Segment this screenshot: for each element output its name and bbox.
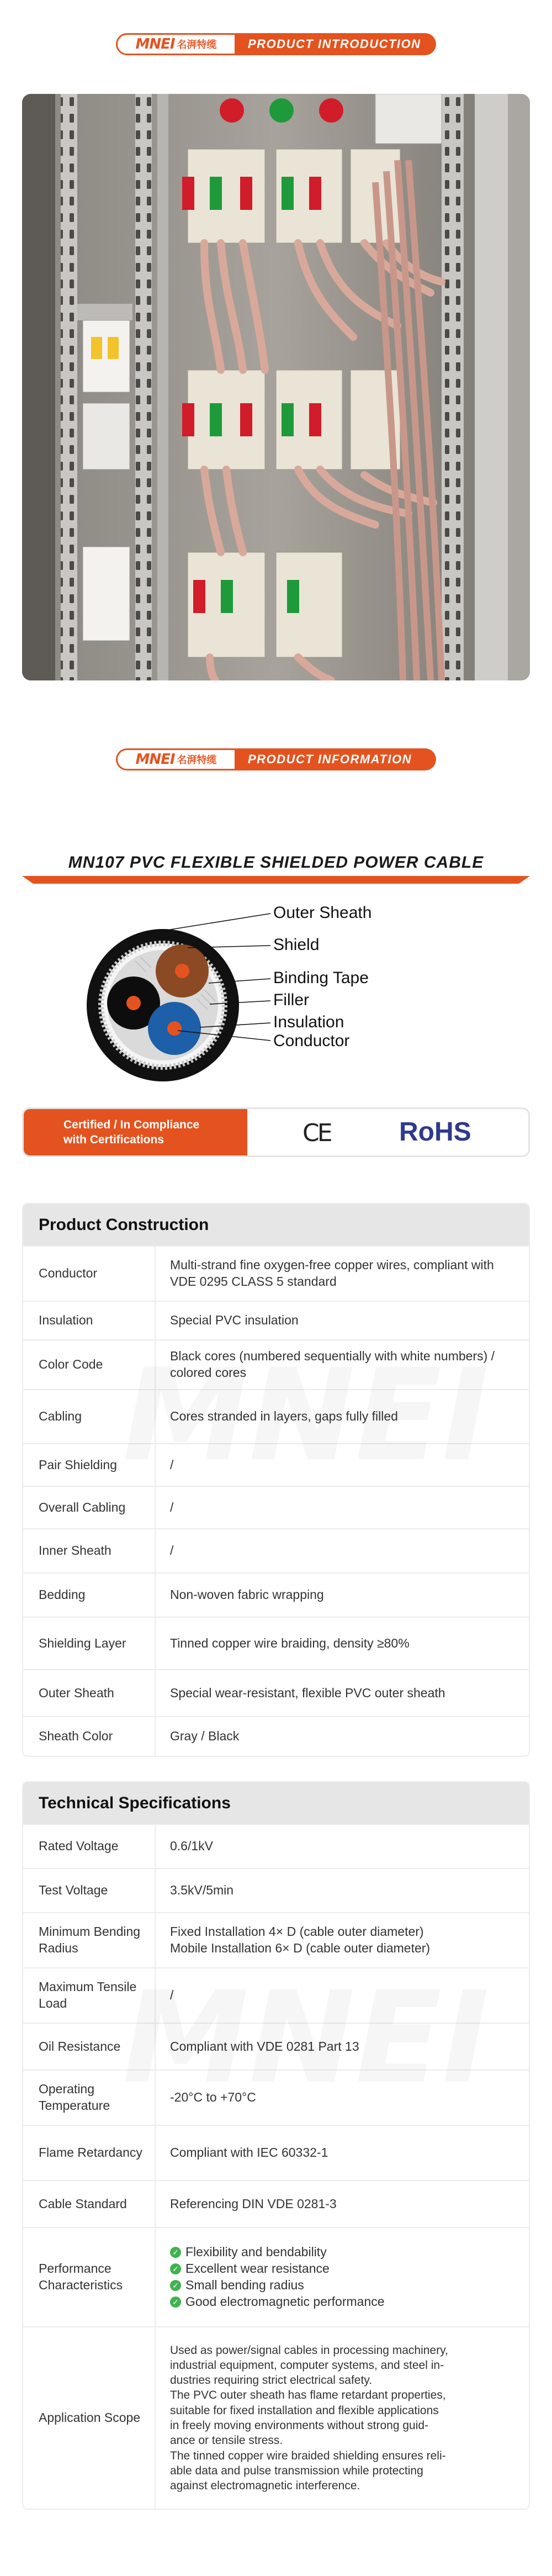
row-key-line1: Operating bbox=[39, 2082, 95, 2097]
list-item: ✓ Good electromagnetic performance bbox=[170, 2294, 385, 2310]
row-value: / bbox=[170, 1457, 174, 1472]
row-value bbox=[156, 1913, 529, 1967]
construction-title: Product Construction bbox=[23, 1204, 529, 1245]
certification-bar bbox=[22, 1107, 530, 1157]
table-row bbox=[23, 1528, 529, 1572]
list-item: ✓ Small bending radius bbox=[170, 2277, 385, 2294]
certification-label-line1: Certified / In Compliance bbox=[63, 1118, 200, 1131]
label-conductor: Conductor bbox=[273, 1032, 350, 1050]
row-key: Pair Shielding bbox=[23, 1444, 156, 1486]
scope-line: industrial equipment, computer systems, and steel in- bbox=[170, 2358, 444, 2372]
row-key: Shielding Layer bbox=[23, 1618, 156, 1669]
check-icon: ✓ bbox=[170, 2297, 181, 2308]
row-key bbox=[23, 2071, 156, 2125]
rohs-mark: RoHS bbox=[399, 1117, 471, 1147]
logo-mark: MNEI bbox=[135, 751, 175, 768]
row-key bbox=[23, 1913, 156, 1967]
table-row bbox=[23, 1716, 529, 1756]
row-value: / bbox=[170, 1500, 174, 1514]
check-icon: ✓ bbox=[170, 2280, 181, 2291]
section-title: PRODUCT INFORMATION bbox=[235, 748, 436, 770]
brand-logo bbox=[116, 748, 235, 770]
specs-table bbox=[22, 1781, 530, 2510]
table-row bbox=[23, 1868, 529, 1912]
table-row bbox=[23, 1967, 529, 2023]
row-value: Compliant with VDE 0281 Part 13 bbox=[170, 2039, 359, 2054]
row-key: Sheath Color bbox=[23, 1717, 156, 1756]
row-key-line1: Maximum bbox=[39, 1979, 94, 1994]
table-row bbox=[23, 2125, 529, 2180]
logo-mark: MNEI bbox=[135, 36, 175, 52]
row-key bbox=[23, 2126, 156, 2180]
list-item: ✓ Flexibility and bendability bbox=[170, 2244, 385, 2261]
check-icon: ✓ bbox=[170, 2263, 181, 2274]
scope-line: ance or tensile stress. bbox=[170, 2434, 283, 2447]
table-row bbox=[23, 1824, 529, 1868]
table-row bbox=[23, 2070, 529, 2125]
row-key: Inner Sheath bbox=[23, 1529, 156, 1572]
row-key: Conductor bbox=[23, 1247, 156, 1301]
table-row bbox=[23, 1617, 529, 1669]
row-key-line2: Temperature bbox=[39, 2098, 110, 2113]
label-filler: Filler bbox=[273, 991, 309, 1009]
row-key-line1: Performance bbox=[39, 2261, 112, 2276]
table-row bbox=[23, 1443, 529, 1486]
title-underline bbox=[22, 875, 530, 885]
row-key-line1: Flame bbox=[39, 2145, 74, 2160]
cross-section-diagram bbox=[83, 900, 447, 1099]
row-key: Rated Voltage bbox=[23, 1825, 156, 1868]
row-key-line2: Scope bbox=[104, 2410, 141, 2425]
row-key: Overall Cabling bbox=[23, 1487, 156, 1528]
logo-cn: 名湃特缆 bbox=[177, 39, 217, 50]
row-value bbox=[156, 2327, 529, 2509]
table-row bbox=[23, 2180, 529, 2227]
table-row bbox=[23, 1245, 529, 1301]
row-key-line2: Tensile Load bbox=[39, 1979, 137, 2010]
label-shield: Shield bbox=[273, 936, 320, 954]
cable-cross-section bbox=[83, 900, 447, 1099]
row-value-line2: Mobile Installation 6× D (cable outer diameter) bbox=[170, 1941, 431, 1955]
specs-title: Technical Specifications bbox=[23, 1782, 529, 1824]
row-value: Referencing DIN VDE 0281-3 bbox=[170, 2196, 337, 2211]
scope-line: Used as power/signal cables in processing machinery, bbox=[170, 2343, 448, 2357]
row-value: Non-woven fabric wrapping bbox=[170, 1587, 324, 1602]
row-key-line2: Characteristics bbox=[39, 2278, 123, 2292]
row-key: Color Code bbox=[23, 1340, 156, 1389]
section-banner-introduction bbox=[116, 33, 436, 55]
row-value: Tinned copper wire braiding, density ≥80% bbox=[170, 1635, 410, 1650]
row-key bbox=[23, 1968, 156, 2023]
scope-line: suitable for fixed installation and flexible applications bbox=[170, 2404, 439, 2417]
table-row bbox=[23, 2227, 529, 2326]
row-value: 0.6/1kV bbox=[170, 1839, 213, 1854]
section-banner-information bbox=[116, 748, 436, 770]
row-key: Outer Sheath bbox=[23, 1670, 156, 1716]
row-key: Cabling bbox=[23, 1390, 156, 1443]
row-value: Special wear-resistant, flexible PVC outer sheath bbox=[170, 1685, 445, 1700]
cable-title: MN107 PVC FLEXIBLE SHIELDED POWER CABLE bbox=[68, 853, 484, 872]
table-row bbox=[23, 1572, 529, 1617]
scope-line: The PVC outer sheath has flame retardant properties, bbox=[170, 2389, 446, 2402]
table-row bbox=[23, 2023, 529, 2070]
row-key-line1: Application bbox=[39, 2410, 101, 2425]
list-item: ✓ Excellent wear resistance bbox=[170, 2261, 385, 2277]
row-value: -20°C to +70°C bbox=[170, 2090, 256, 2105]
row-key: Oil Resistance bbox=[23, 2024, 156, 2070]
brand-logo bbox=[116, 33, 235, 55]
table-row bbox=[23, 1301, 529, 1339]
cabinet-illustration bbox=[22, 94, 530, 680]
construction-table bbox=[22, 1203, 530, 1757]
scope-line: in freely moving environments without strong guid- bbox=[170, 2419, 429, 2432]
row-value: 3.5kV/5min bbox=[170, 1883, 234, 1898]
performance-list bbox=[170, 2244, 385, 2310]
row-value: Compliant with IEC 60332-1 bbox=[170, 2145, 328, 2160]
row-value: Cores stranded in layers, gaps fully filled bbox=[170, 1409, 398, 1424]
row-value-line1: Fixed Installation 4× D (cable outer diameter) bbox=[170, 1924, 424, 1939]
row-value: / bbox=[170, 1988, 174, 2003]
check-icon: ✓ bbox=[170, 2247, 181, 2258]
row-value: Multi-strand fine oxygen-free copper wires, compliant with VDE 0295 CLASS 5 standard bbox=[170, 1258, 494, 1289]
table-row bbox=[23, 1389, 529, 1443]
scope-line: The tinned copper wire braided shielding ensures reli- bbox=[170, 2449, 446, 2462]
ce-mark: CE bbox=[302, 1119, 331, 1147]
table-row bbox=[23, 2326, 529, 2509]
logo-cn: 名湃特缆 bbox=[177, 754, 217, 766]
row-value: Special PVC insulation bbox=[170, 1313, 299, 1328]
row-value: Gray / Black bbox=[170, 1729, 240, 1744]
table-row bbox=[23, 1669, 529, 1716]
row-key-line2: Retardancy bbox=[77, 2145, 142, 2160]
table-row bbox=[23, 1486, 529, 1528]
label-insulation: Insulation bbox=[273, 1013, 344, 1031]
table-row bbox=[23, 1912, 529, 1967]
row-key-line2: Bending Radius bbox=[39, 1924, 141, 1955]
row-key: Insulation bbox=[23, 1302, 156, 1339]
row-key: Bedding bbox=[23, 1574, 156, 1617]
scope-line: against electromagnetic interference. bbox=[170, 2479, 360, 2493]
row-key: Test Voltage bbox=[23, 1869, 156, 1912]
section-title: PRODUCT INTRODUCTION bbox=[235, 33, 436, 55]
row-key: Cable Standard bbox=[23, 2181, 156, 2227]
label-binding-tape: Binding Tape bbox=[273, 969, 369, 987]
row-key bbox=[23, 2228, 156, 2326]
certification-label bbox=[24, 1109, 247, 1155]
label-outer-sheath: Outer Sheath bbox=[273, 904, 372, 922]
row-key bbox=[23, 2327, 156, 2509]
certification-label-line2: with Certifications bbox=[63, 1133, 164, 1146]
product-photo bbox=[22, 94, 530, 680]
row-value: / bbox=[170, 1543, 174, 1558]
row-key-line1: Minimum bbox=[39, 1924, 91, 1939]
row-value bbox=[156, 2228, 529, 2326]
row-value: Black cores (numbered sequentially with white numbers) / colored cores bbox=[170, 1349, 495, 1380]
scope-line: able data and pulse transmission while protecting bbox=[170, 2464, 423, 2477]
table-row bbox=[23, 1339, 529, 1389]
scope-line: dustries requiring strict electrical safety. bbox=[170, 2374, 373, 2387]
